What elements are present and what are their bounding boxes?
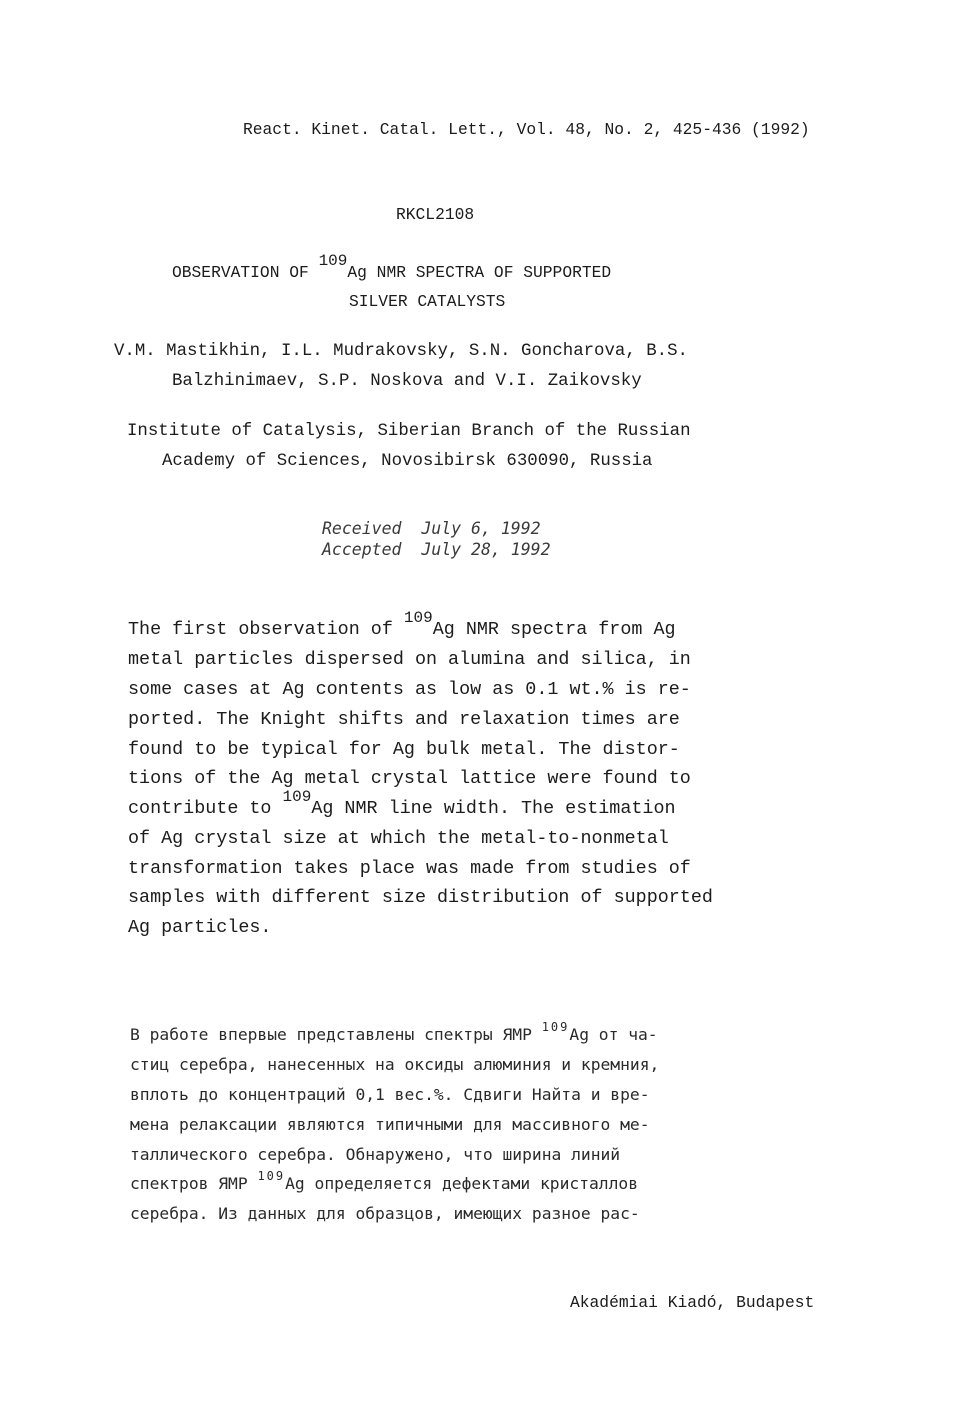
abstract-en-line: tions of the Ag metal crystal lattice were found to xyxy=(128,768,691,789)
authors-line-1: V.M. Mastikhin, I.L. Mudrakovsky, S.N. Goncharova, B.S. xyxy=(114,342,688,361)
received-date xyxy=(322,518,541,540)
abstract-ru-line: вплоть до концентраций 0,1 вес.%. Сдвиги Найта и вре- xyxy=(130,1085,650,1104)
abstract-en-line: found to be typical for Ag bulk metal. The distor- xyxy=(128,739,680,760)
abstract-en-text: The first observation of xyxy=(128,619,404,640)
abstract-ru-text: Ag определяется дефектами кристаллов xyxy=(285,1174,639,1193)
abstract-en-line: Ag particles. xyxy=(128,917,272,938)
abstract-en-line xyxy=(128,609,676,641)
abstract-ru-text: спектров ЯМР xyxy=(130,1174,258,1193)
title-suffix: Ag NMR SPECTRA OF SUPPORTED xyxy=(347,263,612,282)
title-prefix: OBSERVATION OF xyxy=(172,263,319,282)
accepted-date xyxy=(322,539,551,561)
accepted-value: July 28, 1992 xyxy=(421,540,551,559)
abstract-ru-line xyxy=(130,1169,639,1196)
isotope-superscript: 109 xyxy=(403,609,433,627)
abstract-en-line xyxy=(128,788,676,820)
abstract-en-line: samples with different size distribution of supported xyxy=(128,887,713,908)
isotope-superscript: 109 xyxy=(282,788,312,806)
abstract-en-text: Ag NMR line width. The estimation xyxy=(311,798,676,819)
abstract-en-line: ported. The Knight shifts and relaxation times are xyxy=(128,709,680,730)
abstract-ru-line: серебра. Из данных для образцов, имеющих разное рас- xyxy=(130,1204,640,1223)
abstract-en-line: some cases at Ag contents as low as 0.1 wt.% is re- xyxy=(128,679,691,700)
abstract-ru-line: мена релаксации являются типичными для массивного ме- xyxy=(130,1115,650,1134)
abstract-ru-line: стиц серебра, нанесенных на оксиды алюминия и кремния, xyxy=(130,1055,660,1074)
isotope-superscript: 109 xyxy=(257,1169,286,1183)
journal-citation: React. Kinet. Catal. Lett., Vol. 48, No. 2, 425-436 (1992) xyxy=(243,120,810,139)
abstract-en-line: metal particles dispersed on alumina and silica, in xyxy=(128,649,691,670)
paper-title-line-1 xyxy=(172,252,612,284)
abstract-ru-text: В работе впервые представлены спектры ЯМР xyxy=(130,1025,542,1044)
paper-code: RKCL2108 xyxy=(396,205,475,224)
received-label: Received xyxy=(322,519,402,538)
abstract-ru-line xyxy=(130,1020,658,1047)
accepted-label: Accepted xyxy=(322,540,402,559)
paper-title-line-2: SILVER CATALYSTS xyxy=(349,292,506,311)
abstract-ru-text: Ag от ча- xyxy=(569,1025,658,1044)
abstract-ru-line: таллического серебра. Обнаружено, что ширина линий xyxy=(130,1145,621,1164)
authors-line-2: Balzhinimaev, S.P. Noskova and V.I. Zaikovsky xyxy=(172,372,642,391)
received-value: July 6, 1992 xyxy=(421,519,541,538)
abstract-en-line: transformation takes place was made from studies of xyxy=(128,858,691,879)
abstract-en-line: of Ag crystal size at which the metal-to-nonmetal xyxy=(128,828,669,849)
publisher-footer: Akadémiai Kiadó, Budapest xyxy=(570,1293,815,1312)
abstract-en-text: Ag NMR spectra from Ag xyxy=(432,619,676,640)
affiliation-line-2: Academy of Sciences, Novosibirsk 630090, Russia xyxy=(162,452,653,471)
title-isotope-superscript: 109 xyxy=(318,252,348,270)
isotope-superscript: 109 xyxy=(541,1020,570,1034)
abstract-en-text: contribute to xyxy=(128,798,283,819)
affiliation-line-1: Institute of Catalysis, Siberian Branch of the Russian xyxy=(127,422,691,441)
